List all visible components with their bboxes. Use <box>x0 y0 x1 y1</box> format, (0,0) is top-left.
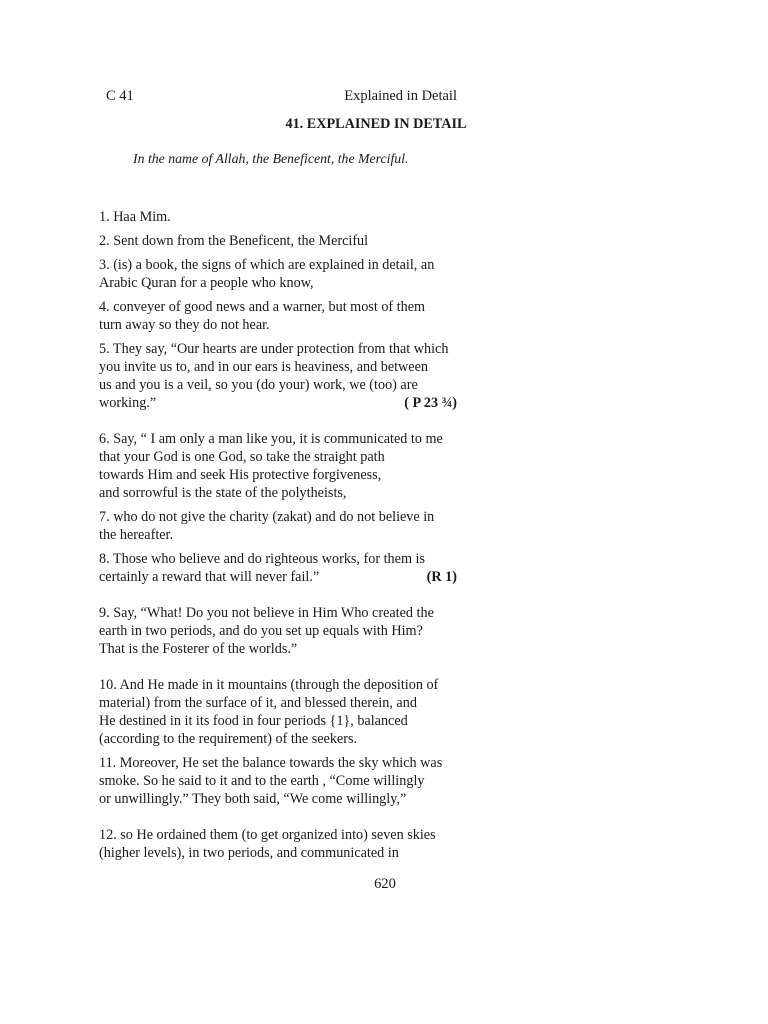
verse-line: 6. Say, “ I am only a man like you, it is communicated to me <box>99 431 443 447</box>
verse-line: 3. (is) a book, the signs of which are explained in detail, an <box>99 257 435 273</box>
verse <box>99 754 457 808</box>
verse-line: He destined in it its food in four periods {1}, balanced <box>99 713 408 729</box>
verse-line: 1. Haa Mim. <box>99 209 171 225</box>
verse <box>99 676 457 748</box>
verse-line: earth in two periods, and do you set up equals with Him? <box>99 623 423 639</box>
verse <box>99 232 457 250</box>
verse-line: 2. Sent down from the Beneficent, the Merciful <box>99 233 369 249</box>
verse <box>99 508 457 544</box>
chapter-title: 41. EXPLAINED IN DETAIL <box>285 116 467 132</box>
verse-line: 5. They say, “Our hearts are under protection from that which <box>99 341 449 357</box>
verse-line: or unwillingly.” They both said, “We come willingly,” <box>99 791 407 807</box>
page-number: 620 <box>374 876 396 892</box>
verse-line: material) from the surface of it, and blessed therein, and <box>99 695 417 711</box>
verse <box>99 256 457 292</box>
running-header <box>106 88 457 105</box>
verse-line: 8. Those who believe and do righteous works, for them is <box>99 551 425 567</box>
verse-line: 7. who do not give the charity (zakat) and do not believe in <box>99 509 435 525</box>
verse <box>99 340 457 412</box>
verse-line: you invite us to, and in our ears is heaviness, and between <box>99 359 428 375</box>
verse-line: 12. so He ordained them (to get organized into) seven skies <box>99 827 436 843</box>
verse-line: smoke. So he said to it and to the earth , “Come willingly <box>99 773 425 789</box>
verse-list <box>99 202 457 862</box>
chapter-label: C 41 <box>106 88 134 104</box>
verse-line: 10. And He made in it mountains (through the deposition of <box>99 677 439 693</box>
verse-line: (according to the requirement) of the seekers. <box>99 731 358 747</box>
verse-line: certainly a reward that will never fail.” (R 1) <box>99 569 457 585</box>
verse-line: working.” ( P 23 ¾) <box>99 395 457 411</box>
verse <box>99 550 457 586</box>
verse-reference: ( P 23 ¾) <box>404 395 457 411</box>
verse-line: towards Him and seek His protective forgiveness, <box>99 467 382 483</box>
verse-line: that your God is one God, so take the straight path <box>99 449 385 465</box>
verse-line: turn away so they do not hear. <box>99 317 270 333</box>
verse <box>99 298 457 334</box>
verse-line: 4. conveyer of good news and a warner, but most of them <box>99 299 426 315</box>
verse-reference: (R 1) <box>426 569 457 585</box>
verse-line: (higher levels), in two periods, and communicated in <box>99 845 399 861</box>
verse <box>99 430 457 502</box>
verse-line: 9. Say, “What! Do you not believe in Him Who created the <box>99 605 434 621</box>
verse-line: the hereafter. <box>99 527 174 543</box>
basmala-line: In the name of Allah, the Beneficent, the Merciful. <box>133 151 409 166</box>
verse-line: us and you is a veil, so you (do your) work, we (too) are <box>99 377 418 393</box>
verse-line: Arabic Quran for a people who know, <box>99 275 314 291</box>
chapter-running-title: Explained in Detail <box>344 88 457 104</box>
verse-line: That is the Fosterer of the worlds.” <box>99 641 298 657</box>
verse <box>99 208 457 226</box>
verse <box>99 826 457 862</box>
verse-line: 11. Moreover, He set the balance towards the sky which was <box>99 755 443 771</box>
verse <box>99 604 457 658</box>
verse-line: and sorrowful is the state of the polytheists, <box>99 485 347 501</box>
